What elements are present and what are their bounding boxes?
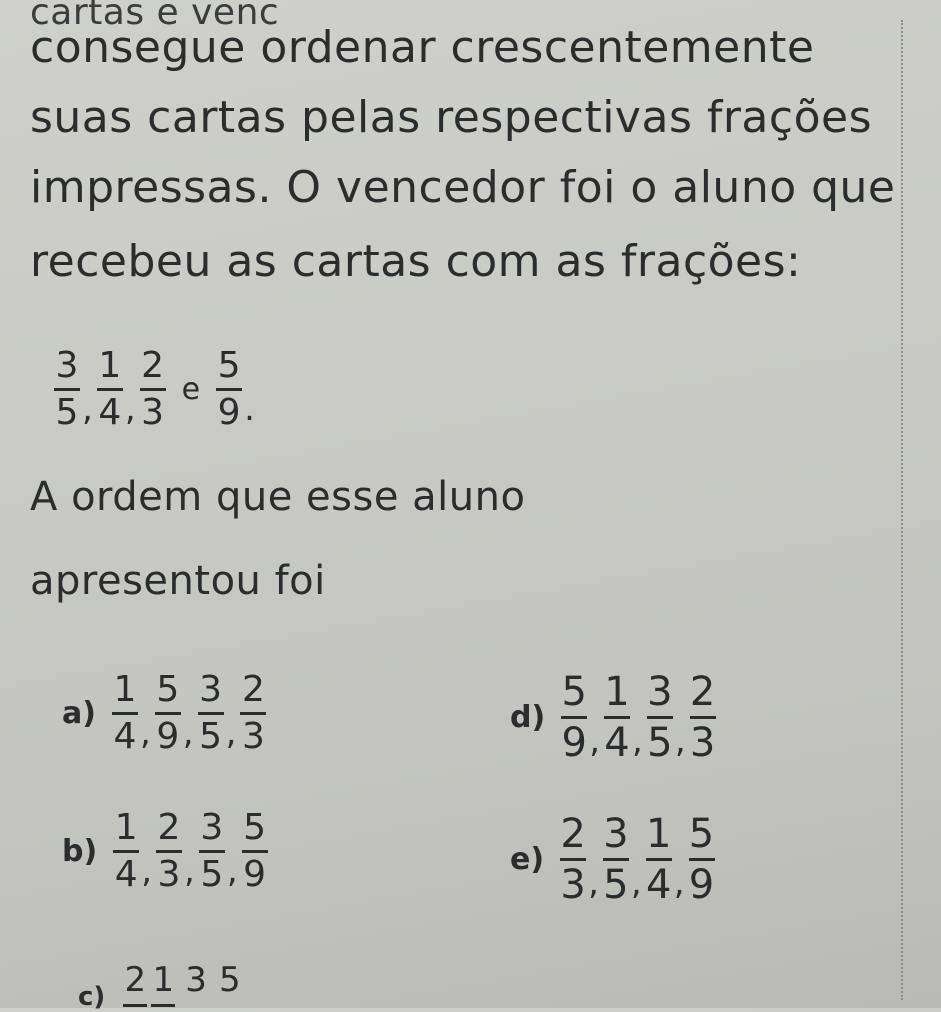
text-line-4: recebeu as cartas com as frações: <box>30 236 802 287</box>
option-a-label: a) <box>62 696 96 731</box>
option-d-label: d) <box>510 700 546 735</box>
text-line-5: A ordem que esse aluno <box>30 474 526 520</box>
option-c-num-2: 3 <box>185 960 207 1000</box>
option-e-label: e) <box>510 842 545 877</box>
given-fractions: $\frac{3}{5}$ , $\frac{1}{4}$ , $\frac{2}{3}$ e $\frac{5}{9}$ . <box>55 345 255 433</box>
connector-e: e <box>181 372 201 407</box>
option-c[interactable] <box>78 960 241 1012</box>
fraction: $\frac{3}{5}$ <box>55 345 79 433</box>
option-c-num-0: 2 <box>124 960 147 1000</box>
text-line-2: suas cartas pelas respectivas frações <box>30 92 872 143</box>
text-line-1: consegue ordenar crescentemente <box>30 22 815 73</box>
text-line-3: impressas. O vencedor foi o aluno que <box>30 162 896 213</box>
fraction: $\frac{1}{4}$ <box>98 345 122 433</box>
option-c-label: c) <box>78 982 106 1012</box>
option-e[interactable]: e) $\frac{2}{3}$ , $\frac{3}{5}$ , $\frac{1}{4}$ , $\frac{5}{9}$ <box>510 811 715 908</box>
text-line-6: apresentou foi <box>30 558 326 604</box>
option-b[interactable]: b) $\frac{1}{4}$ , $\frac{2}{3}$ , $\frac{3}{5}$ , $\frac{5}{9}$ <box>62 807 267 895</box>
option-c-num-3: 5 <box>218 960 241 1000</box>
fraction: $\frac{2}{3}$ <box>141 345 165 433</box>
option-a[interactable]: a) $\frac{1}{4}$ , $\frac{5}{9}$ , $\frac{3}{5}$ , $\frac{2}{3}$ <box>62 669 265 757</box>
fraction: $\frac{5}{9}$ <box>217 345 241 433</box>
text-line-0: cartas e venc <box>30 0 280 33</box>
page-edge <box>901 20 903 1000</box>
option-d[interactable]: d) $\frac{5}{9}$ , $\frac{1}{4}$ , $\frac{3}{5}$ , $\frac{2}{3}$ <box>510 669 716 766</box>
option-b-label: b) <box>62 834 98 869</box>
option-c-num-1: 1 <box>152 960 175 1000</box>
